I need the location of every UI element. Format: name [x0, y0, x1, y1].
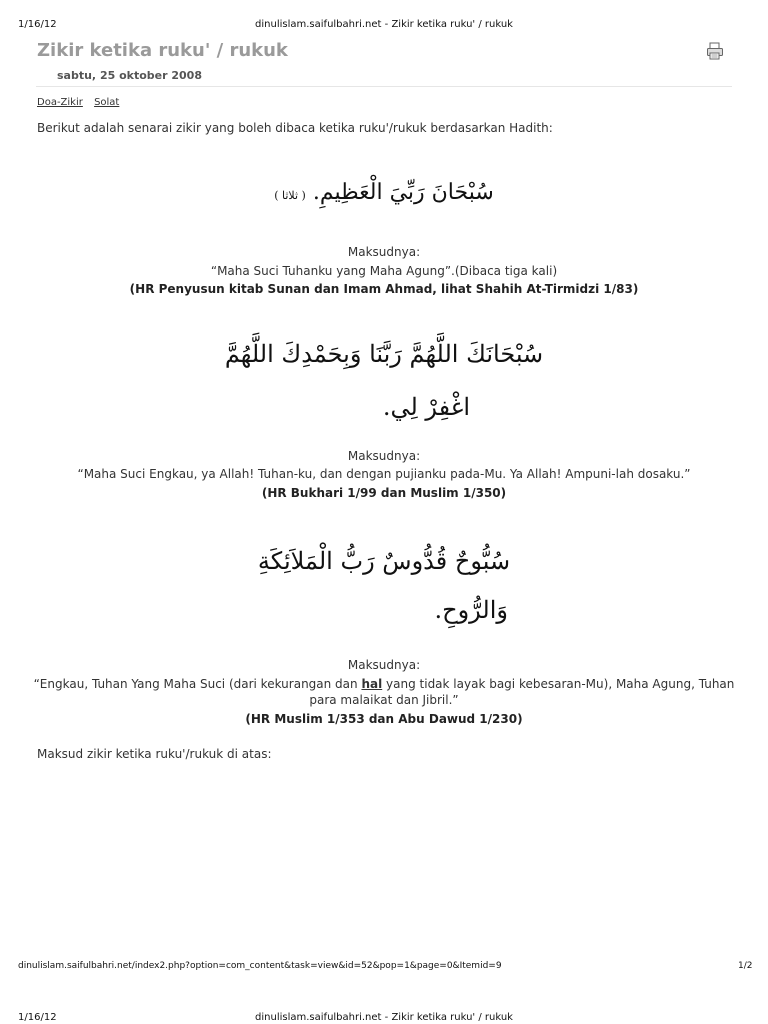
source-1: (HR Penyusun kitab Sunan dan Imam Ahmad, lihat Shahih At-Tirmidzi 1/83) [129, 282, 639, 296]
category-links [37, 97, 127, 108]
meaning-3-line2: para malaikat dan Jibril.” [309, 693, 459, 707]
maksud-label-2: Maksudnya: [347, 449, 421, 463]
print-icon[interactable] [706, 42, 724, 60]
maksud-label-1: Maksudnya: [347, 245, 421, 259]
category-link-doa-zikir[interactable]: Doa-Zikir [37, 97, 83, 108]
article-title: Zikir ketika ruku' / rukuk [37, 40, 288, 61]
meaning-3 [0, 676, 768, 692]
meaning-3-part-b: yang tidak layak bagi kebesaran-Mu), Maha Agung, Tuhan [382, 677, 735, 691]
arabic-text-1-main: سُبْحَانَ رَبِّيَ الْعَظِيمِ. [312, 180, 494, 205]
maksud-label-3: Maksudnya: [347, 658, 421, 672]
closing-paragraph: Maksud zikir ketika ruku'/rukuk di atas: [37, 747, 272, 761]
meaning-3-part-a: “Engkau, Tuhan Yang Maha Suci (dari kekurangan dan [33, 677, 362, 691]
source-3: (HR Muslim 1/353 dan Abu Dawud 1/230) [245, 712, 523, 726]
next-page-title: dinulislam.saifulbahri.net - Zikir ketika ruku' / rukuk [255, 1012, 513, 1023]
intro-paragraph: Berikut adalah senarai zikir yang boleh dibaca ketika ruku'/rukuk berdasarkan Hadith: [37, 121, 553, 135]
arabic-note: ( ثلاثا ) [274, 189, 306, 202]
print-date: 1/16/12 [18, 19, 57, 30]
category-link-solat[interactable]: Solat [94, 97, 120, 108]
arabic-text-1 [0, 180, 768, 205]
footer-page-number: 1/2 [738, 961, 753, 971]
arabic-text-3-line2: وَالرُّوحِ. [434, 596, 508, 624]
title-divider [36, 86, 732, 87]
meaning-3-underlined: hal [361, 677, 383, 691]
arabic-text-3-line1: سُبُّوحٌ قُدُّوسٌ رَبُّ الْمَلاَئِكَةِ [257, 547, 511, 575]
created-date: sabtu, 25 oktober 2008 [57, 69, 202, 82]
meaning-1: “Maha Suci Tuhanku yang Maha Agung”.(Dibaca tiga kali) [210, 264, 558, 278]
arabic-text-2-line2: اغْفِرْ لِي. [382, 393, 470, 421]
footer-url: dinulislam.saifulbahri.net/index2.php?option=com_content&task=view&id=52&pop=1&page=0&Itemid=9 [18, 961, 502, 971]
source-2: (HR Bukhari 1/99 dan Muslim 1/350) [261, 486, 507, 500]
meaning-2: “Maha Suci Engkau, ya Allah! Tuhan-ku, dan dengan pujianku pada-Mu. Ya Allah! Ampuni-lah dosaku.” [77, 467, 691, 481]
print-header-title: dinulislam.saifulbahri.net - Zikir ketika ruku' / rukuk [255, 19, 513, 30]
next-page-date: 1/16/12 [18, 1012, 57, 1023]
arabic-text-2-line1: سُبْحَانَكَ اللَّهُمَّ رَبَّنَا وَبِحَمْدِكَ اللَّهُمَّ [224, 340, 544, 368]
